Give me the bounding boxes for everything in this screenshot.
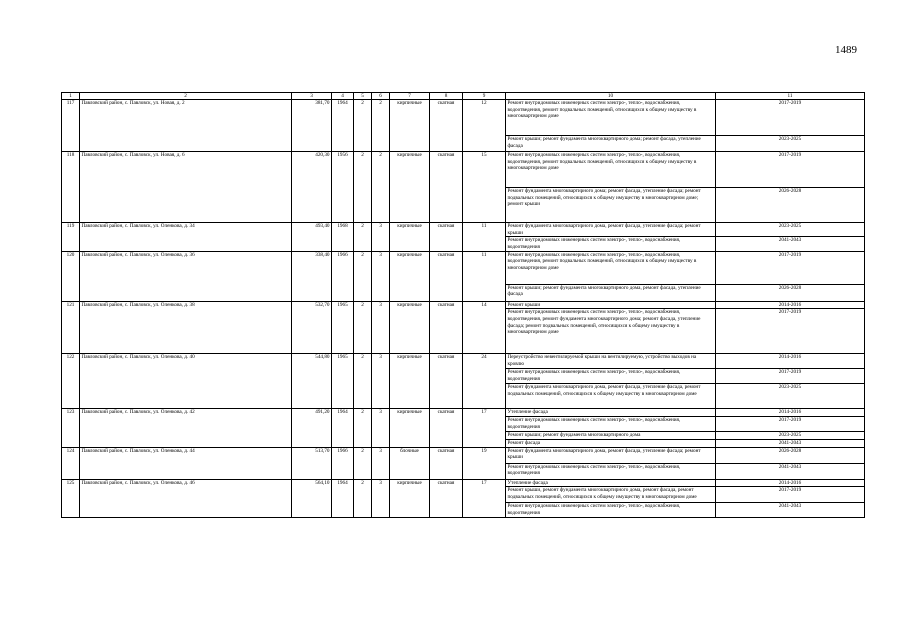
record-apartments: 15 bbox=[463, 152, 506, 223]
record-year: 1964 bbox=[332, 479, 354, 518]
record-address: Павловский район, с. Павловск, ул. Оленкова, д. 34 bbox=[80, 223, 292, 252]
repair-period: 2041-2043 bbox=[716, 463, 865, 479]
repair-period: 2014-2016 bbox=[716, 301, 865, 309]
repair-work: Утепление фасада bbox=[506, 479, 716, 487]
record-entrances: 3 bbox=[372, 251, 390, 301]
column-header: 3 bbox=[292, 93, 332, 100]
record-number: 117 bbox=[62, 100, 80, 152]
record-apartments: 12 bbox=[463, 100, 506, 152]
record-year: 1966 bbox=[332, 251, 354, 301]
record-address: Павловский район, с. Павловск, ул. Оленкова, д. 38 bbox=[80, 301, 292, 354]
repair-work: Ремонт внутридомовых инженерных систем электро-, тепло-, водоснабжения, водоотведения, ремонт подвальных помещений, относящихся к общему имуществу в многоквартирном доме bbox=[506, 100, 716, 136]
record-year: 1956 bbox=[332, 152, 354, 223]
repair-work: Ремонт внутридомовых инженерных систем электро-, тепло-, водоснабжения, водоотведения bbox=[506, 237, 716, 251]
repair-work: Ремонт внутридомовых инженерных систем электро-, тепло-, водоснабжения, водоотведения bbox=[506, 416, 716, 431]
capital-repair-table bbox=[61, 92, 865, 518]
record-number: 120 bbox=[62, 251, 80, 301]
table-row bbox=[62, 409, 865, 417]
repair-work: Ремонт внутридомовых инженерных систем электро-, тепло-, водоснабжения, водоотведения bbox=[506, 503, 716, 518]
repair-period: 2017-2019 bbox=[716, 100, 865, 136]
record-number: 125 bbox=[62, 479, 80, 518]
record-apartments: 19 bbox=[463, 447, 506, 479]
record-roof: скатная bbox=[430, 301, 463, 354]
record-walls: кирпичные bbox=[390, 409, 430, 447]
record-walls: кирпичные bbox=[390, 479, 430, 518]
record-entrances: 3 bbox=[372, 354, 390, 409]
column-header: 7 bbox=[390, 93, 430, 100]
record-area: 513,70 bbox=[292, 447, 332, 479]
repair-period: 2041-2043 bbox=[716, 439, 865, 447]
repair-period: 2023-2025 bbox=[716, 431, 865, 439]
record-walls: кирпичные bbox=[390, 301, 430, 354]
record-address: Павловский район, с. Павловск, ул. Оленкова, д. 44 bbox=[80, 447, 292, 479]
repair-work: Ремонт внутридомовых инженерных систем электро-, тепло-, водоснабжения, водоотведения, ремонт подвальных помещений, относящихся к общему имуществу в многоквартирном доме bbox=[506, 251, 716, 284]
record-floors: 2 bbox=[354, 223, 372, 252]
repair-period: 2041-2043 bbox=[716, 237, 865, 251]
table-row bbox=[62, 251, 865, 284]
record-floors: 2 bbox=[354, 301, 372, 354]
record-year: 1965 bbox=[332, 301, 354, 354]
record-area: 544,80 bbox=[292, 354, 332, 409]
repair-period: 2041-2043 bbox=[716, 503, 865, 518]
record-address: Павловский район, с. Павловск, ул. Оленкова, д. 42 bbox=[80, 409, 292, 447]
repair-period: 2017-2019 bbox=[716, 152, 865, 188]
record-entrances: 2 bbox=[372, 152, 390, 223]
record-entrances: 3 bbox=[372, 301, 390, 354]
record-year: 1966 bbox=[332, 447, 354, 479]
table-row bbox=[62, 354, 865, 369]
record-number: 119 bbox=[62, 223, 80, 252]
repair-work: Переустройство невентилируемой крыши на вентилируемую, устройство выходов на кровлю bbox=[506, 354, 716, 369]
column-header: 4 bbox=[332, 93, 354, 100]
column-header: 11 bbox=[716, 93, 865, 100]
record-number: 124 bbox=[62, 447, 80, 479]
repair-work: Ремонт внутридомовых инженерных систем электро-, тепло-, водоснабжения, водоотведения, ремонт фундамента многоквартирного дома; ремонт фасада, утепление фасада; ремонт подвальных помещений, относящихся к общему имуществу в многоквартирном доме bbox=[506, 309, 716, 354]
record-number: 122 bbox=[62, 354, 80, 409]
record-year: 1965 bbox=[332, 354, 354, 409]
record-area: 420,30 bbox=[292, 152, 332, 223]
repair-work: Ремонт фундамента многоквартирного дома, ремонт фасада, утепление фасада; ремонт крыши bbox=[506, 223, 716, 237]
repair-work: Ремонт внутридомовых инженерных систем электро-, тепло-, водоснабжения, водоотведения bbox=[506, 369, 716, 384]
repair-period: 2017-2019 bbox=[716, 251, 865, 284]
column-header: 6 bbox=[372, 93, 390, 100]
page-number: 1489 bbox=[835, 44, 857, 56]
record-roof: скатная bbox=[430, 354, 463, 409]
record-walls: кирпичные bbox=[390, 100, 430, 152]
record-number: 121 bbox=[62, 301, 80, 354]
record-entrances: 3 bbox=[372, 479, 390, 518]
record-floors: 2 bbox=[354, 100, 372, 152]
record-area: 532,70 bbox=[292, 301, 332, 354]
record-address: Павловский район, с. Павловск, ул. Оленкова, д. 46 bbox=[80, 479, 292, 518]
record-roof: скатная bbox=[430, 447, 463, 479]
table-row bbox=[62, 301, 865, 309]
repair-period: 2026-2028 bbox=[716, 447, 865, 463]
repair-work: Ремонт фундамента многоквартирного дома, ремонт фасада, утепление фасада, ремонт подвальных помещений, относящихся к общему имуществу в многоквартирном доме bbox=[506, 384, 716, 409]
repair-work: Ремонт крыши, ремонт фундамента многоквартирного дома, ремонт фасада, ремонт подвальных помещений, относящихся к общему имуществу в многоквартирном доме bbox=[506, 487, 716, 503]
record-area: 381,70 bbox=[292, 100, 332, 152]
record-roof: скатная bbox=[430, 409, 463, 447]
record-entrances: 3 bbox=[372, 223, 390, 252]
record-year: 1964 bbox=[332, 409, 354, 447]
repair-work: Ремонт фундамента многоквартирного дома, ремонт фасада, утепление фасада; ремонт крыши bbox=[506, 447, 716, 463]
record-year: 1968 bbox=[332, 223, 354, 252]
record-area: 564,10 bbox=[292, 479, 332, 518]
record-apartments: 11 bbox=[463, 251, 506, 301]
record-number: 118 bbox=[62, 152, 80, 223]
repair-period: 2023-2025 bbox=[716, 384, 865, 409]
record-address: Павловский район, с. Павловск, ул. Оленкова, д. 40 bbox=[80, 354, 292, 409]
record-walls: кирпичные bbox=[390, 251, 430, 301]
record-roof: скатная bbox=[430, 152, 463, 223]
repair-work: Ремонт внутридомовых инженерных систем электро-, тепло-, водоснабжения, водоотведения, ремонт подвальных помещений, относящихся к общему имуществу в многоквартирном доме bbox=[506, 152, 716, 188]
repair-work: Ремонт крыши; ремонт фундамента многоквартирного дома, ремонт фасада, утепление фасада bbox=[506, 284, 716, 301]
table-body bbox=[62, 100, 865, 518]
record-address: Павловский район, с. Павловск, ул. Новая, д. 2 bbox=[80, 100, 292, 152]
repair-period: 2014-2016 bbox=[716, 409, 865, 417]
repair-work: Ремонт крыши bbox=[506, 301, 716, 309]
repair-period: 2026-2028 bbox=[716, 188, 865, 223]
repair-period: 2017-2019 bbox=[716, 487, 865, 503]
table-row bbox=[62, 100, 865, 136]
record-number: 123 bbox=[62, 409, 80, 447]
repair-period: 2014-2016 bbox=[716, 479, 865, 487]
record-roof: скатная bbox=[430, 100, 463, 152]
repair-period: 2017-2019 bbox=[716, 416, 865, 431]
record-floors: 2 bbox=[354, 447, 372, 479]
table-row bbox=[62, 223, 865, 237]
table-row bbox=[62, 479, 865, 487]
repair-work: Ремонт крыши; ремонт фундамента многоквартирного дома; ремонт фасада, утепление фасада bbox=[506, 136, 716, 152]
repair-period: 2023-2025 bbox=[716, 223, 865, 237]
record-floors: 2 bbox=[354, 152, 372, 223]
record-floors: 2 bbox=[354, 354, 372, 409]
record-area: 491,20 bbox=[292, 409, 332, 447]
repair-period: 2017-2019 bbox=[716, 369, 865, 384]
record-floors: 2 bbox=[354, 479, 372, 518]
column-header: 1 bbox=[62, 93, 80, 100]
record-roof: скатная bbox=[430, 223, 463, 252]
column-header: 8 bbox=[430, 93, 463, 100]
record-area: 338,40 bbox=[292, 251, 332, 301]
repair-work: Ремонт внутридомовых инженерных систем электро-, тепло-, водоснабжения, водоотведения bbox=[506, 463, 716, 479]
record-roof: скатная bbox=[430, 251, 463, 301]
repair-period: 2017-2019 bbox=[716, 309, 865, 354]
record-address: Павловский район, с. Павловск, ул. Оленкова, д. 36 bbox=[80, 251, 292, 301]
column-header: 5 bbox=[354, 93, 372, 100]
repair-work: Ремонт крыши; ремонт фундамента многоквартирного дома bbox=[506, 431, 716, 439]
repair-period: 2023-2025 bbox=[716, 136, 865, 152]
column-header: 2 bbox=[80, 93, 292, 100]
record-apartments: 24 bbox=[463, 354, 506, 409]
record-apartments: 11 bbox=[463, 223, 506, 252]
record-area: 493,40 bbox=[292, 223, 332, 252]
repair-work: Утепление фасада bbox=[506, 409, 716, 417]
record-year: 1964 bbox=[332, 100, 354, 152]
record-walls: кирпичные bbox=[390, 354, 430, 409]
repair-period: 2026-2028 bbox=[716, 284, 865, 301]
column-header: 9 bbox=[463, 93, 506, 100]
record-entrances: 3 bbox=[372, 409, 390, 447]
record-floors: 2 bbox=[354, 251, 372, 301]
repair-work: Ремонт фасада bbox=[506, 439, 716, 447]
table-row bbox=[62, 447, 865, 463]
record-apartments: 14 bbox=[463, 301, 506, 354]
record-address: Павловский район, с. Павловск, ул. Новая, д. 6 bbox=[80, 152, 292, 223]
repair-work: Ремонт фундамента многоквартирного дома; ремонт фасада, утепление фасада; ремонт подвальных помещений, относящихся к общему имуществу в многоквартирном доме; ремонт крыши bbox=[506, 188, 716, 223]
record-apartments: 17 bbox=[463, 479, 506, 518]
record-entrances: 3 bbox=[372, 447, 390, 479]
repair-period: 2014-2016 bbox=[716, 354, 865, 369]
record-walls: кирпичные bbox=[390, 223, 430, 252]
record-roof: скатная bbox=[430, 479, 463, 518]
table-row bbox=[62, 152, 865, 188]
record-apartments: 17 bbox=[463, 409, 506, 447]
column-number-row bbox=[62, 93, 865, 100]
column-header: 10 bbox=[506, 93, 716, 100]
record-walls: кирпичные bbox=[390, 152, 430, 223]
record-walls: блочные bbox=[390, 447, 430, 479]
record-floors: 2 bbox=[354, 409, 372, 447]
record-entrances: 2 bbox=[372, 100, 390, 152]
